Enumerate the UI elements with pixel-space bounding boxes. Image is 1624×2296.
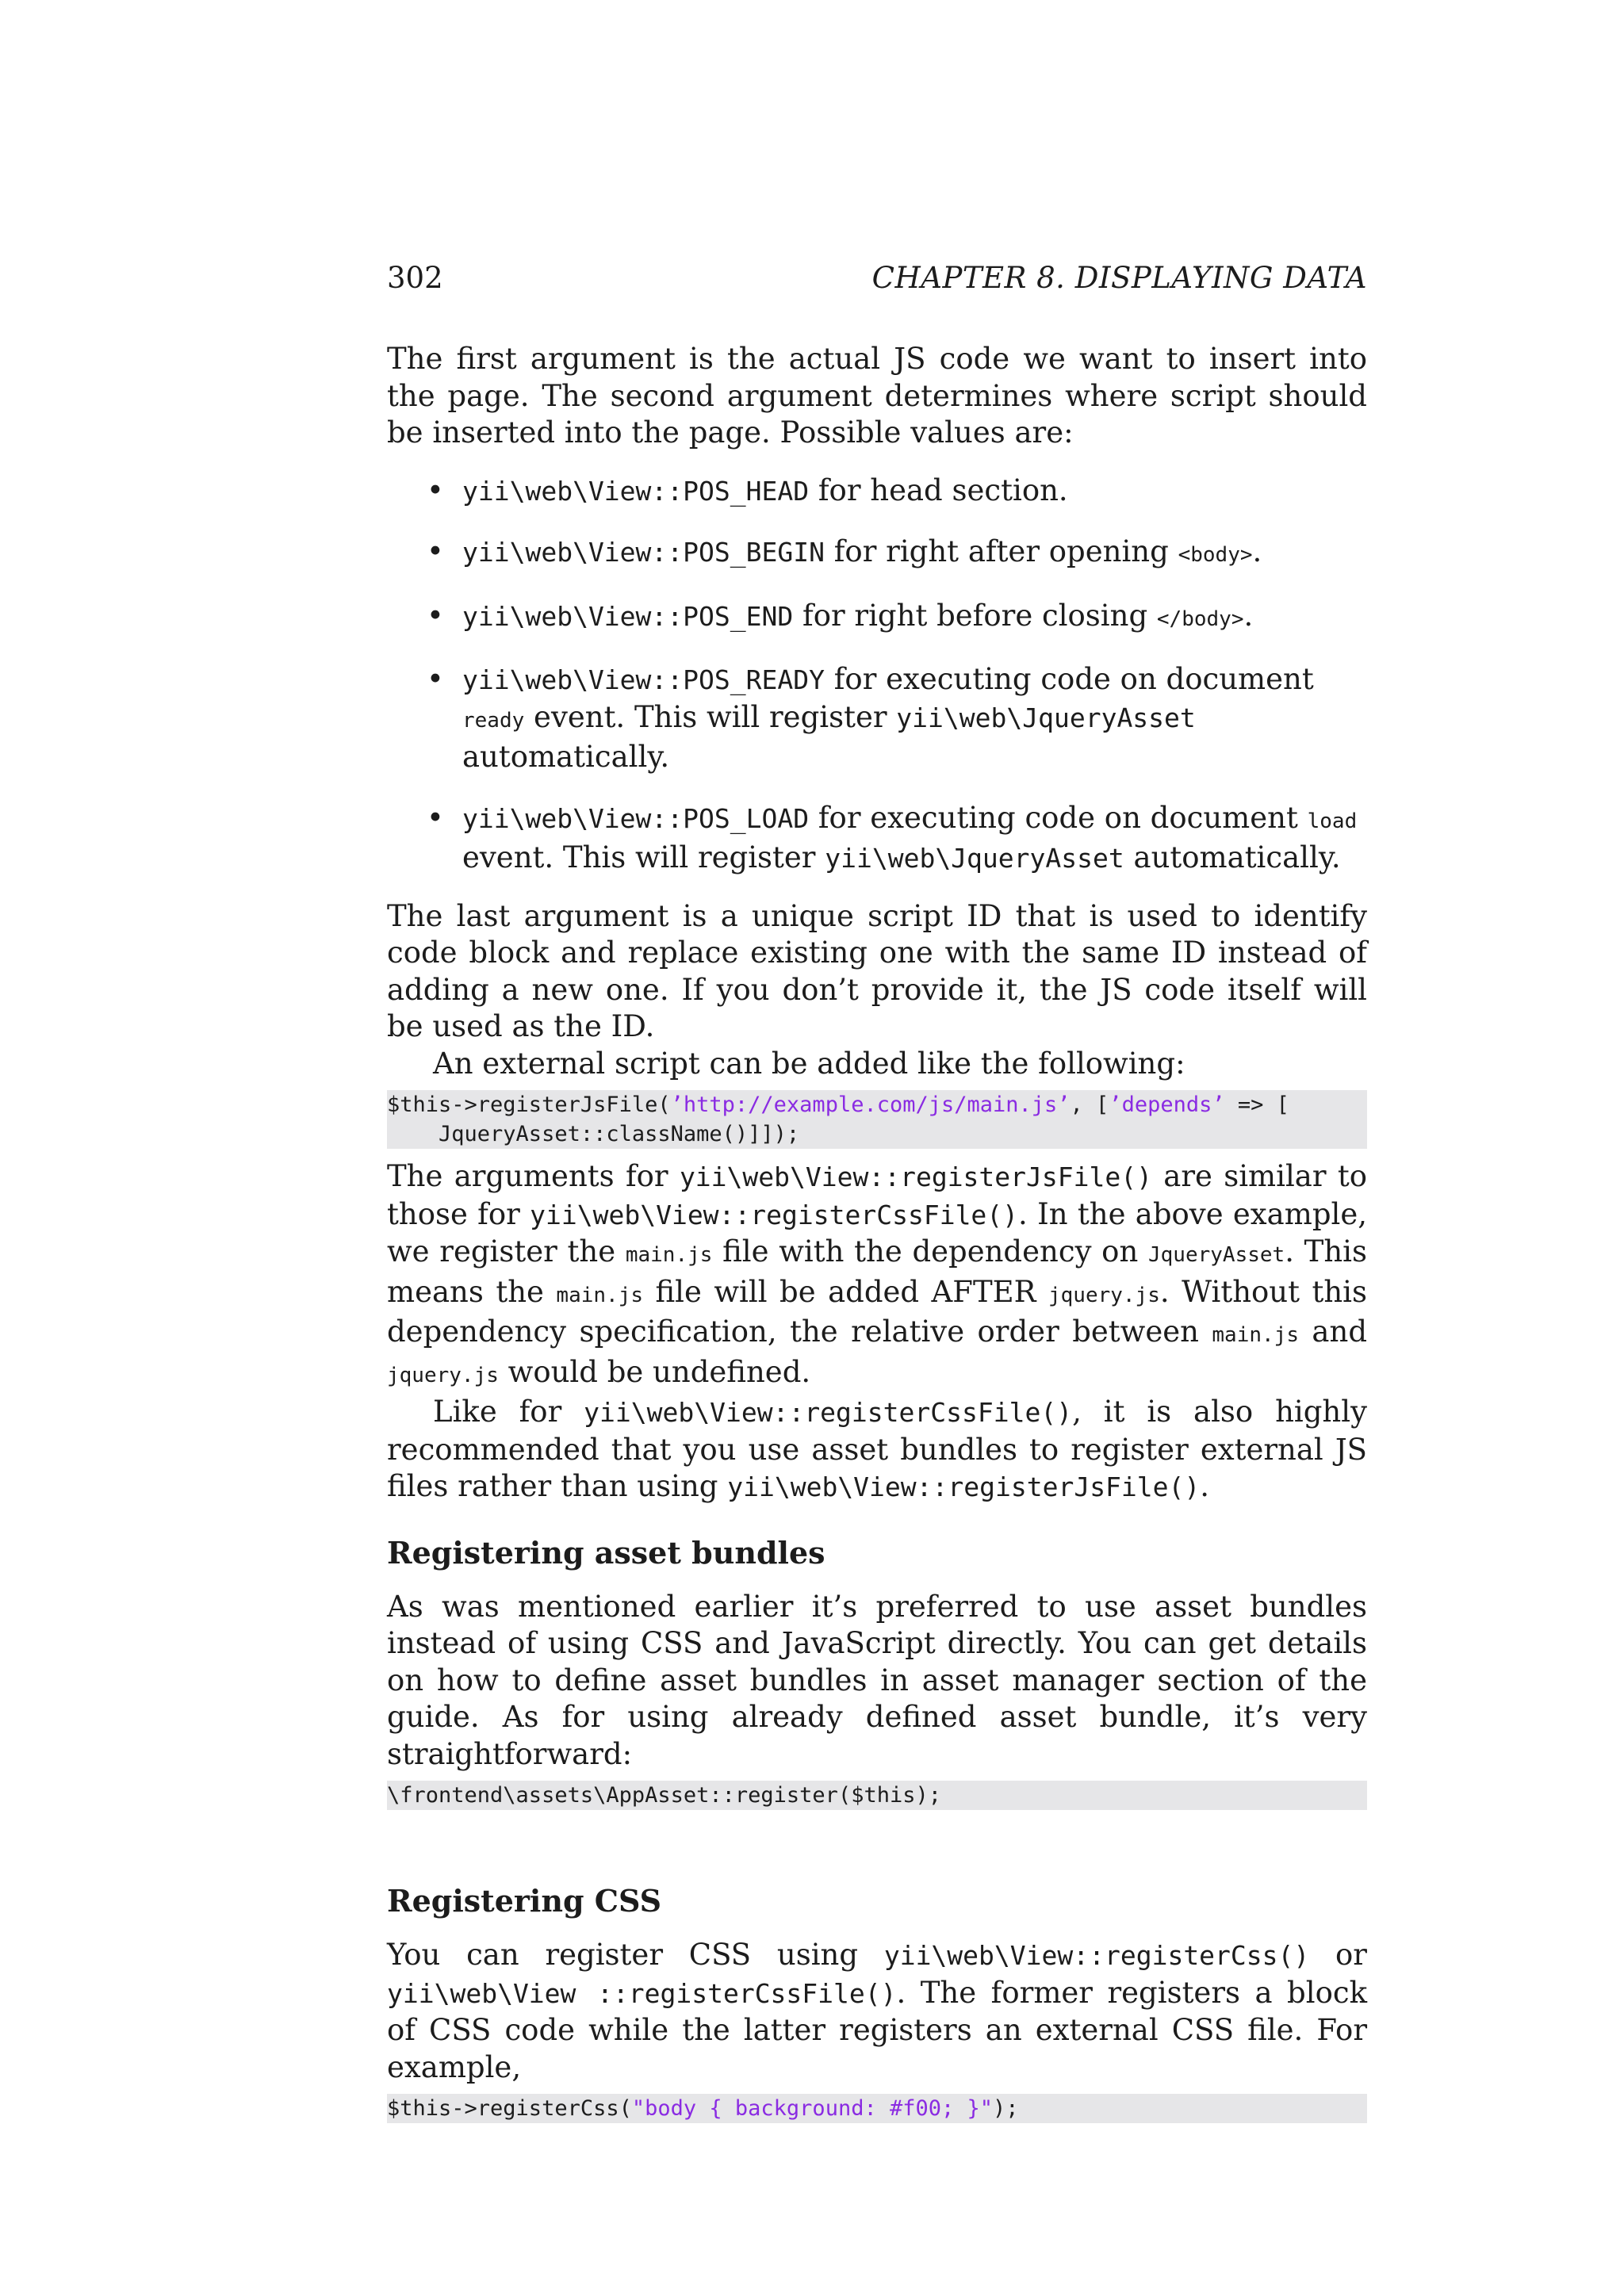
bullet-icon: • — [427, 800, 444, 835]
bullet-icon: • — [427, 473, 444, 507]
paragraph-asset-bundles: As was mentioned earlier it’s preferred to use asset bundles instead of using CSS and JavaScript directly. You can get details on how to define asset bundles in asset manager section of the guide. As for using already defined asset bundle, it’s very straightforward: — [387, 1589, 1367, 1771]
list-item-text: . — [1252, 534, 1262, 568]
list-item-text: for head section. — [809, 473, 1068, 507]
inline-code: yii\web\View::POS_BEGIN — [462, 537, 825, 568]
inline-code: ready — [462, 708, 525, 733]
paragraph-intro: The first argument is the actual JS code we want to insert into the page. The second argument determines where script should be inserted into the page. Possible values are: — [387, 342, 1367, 450]
text: . This means the — [387, 1234, 1367, 1309]
spacer — [387, 1820, 1367, 1854]
inline-code: jquery.js — [1048, 1283, 1160, 1307]
text: Like for — [433, 1395, 584, 1429]
inline-code: <body> — [1178, 543, 1253, 567]
inline-code: main.js — [625, 1243, 713, 1267]
inline-code: yii\web\View::registerJsFile() — [727, 1471, 1201, 1502]
inline-code: jquery.js — [387, 1363, 499, 1387]
code-text: JqueryAsset::className()]]); — [387, 1122, 800, 1146]
paragraph-recommendation — [387, 1394, 1367, 1506]
paragraph-arguments — [387, 1158, 1367, 1394]
section-heading-asset-bundles: Registering asset bundles — [387, 1534, 825, 1571]
list-item — [387, 473, 1367, 511]
code-string: "body { background: #f00; }" — [631, 2096, 994, 2121]
position-list — [387, 473, 1367, 878]
inline-code: JqueryAsset — [1148, 1243, 1285, 1267]
page-number: 302 — [387, 261, 443, 295]
inline-code: yii\web\View::POS_END — [462, 600, 794, 632]
text: You can register CSS using — [387, 1938, 884, 1972]
code-block-register-css — [387, 2094, 1367, 2123]
inline-code: yii\web\JqueryAsset — [896, 702, 1196, 733]
inline-code: yii\web\View::registerCssFile() — [530, 1199, 1019, 1230]
code-text: ); — [993, 2096, 1019, 2121]
code-block-asset-register: \frontend\assets\AppAsset::register($this); — [387, 1781, 1367, 1810]
inline-code: main.js — [556, 1283, 643, 1307]
bullet-icon: • — [427, 598, 444, 633]
text: . The former registers a block of CSS code while the latter registers an external CSS file. For example, — [387, 1975, 1367, 2084]
inline-code: yii\web\JqueryAsset — [825, 843, 1124, 874]
text: , it is also highly recommended that you use asset bundles to register external JS files rather than using — [387, 1395, 1367, 1503]
code-text: $this->registerJsFile( — [387, 1093, 671, 1117]
text: or — [1309, 1938, 1367, 1972]
code-string: ’depends’ — [1109, 1093, 1225, 1117]
text: . In the above example, we register the — [387, 1196, 1367, 1269]
inline-code: yii\web\View::POS_READY — [462, 664, 825, 695]
page-header — [387, 258, 1367, 298]
list-item-text: for executing code on document — [824, 662, 1314, 696]
body-text — [387, 341, 1367, 2133]
list-item — [387, 598, 1367, 638]
inline-code: yii\web\View ::registerCssFile() — [387, 1977, 897, 2009]
text: and — [1298, 1314, 1368, 1349]
inline-code: main.js — [1212, 1323, 1299, 1347]
code-string: ’http://example.com/js/main.js’ — [670, 1093, 1071, 1117]
text: The arguments for — [387, 1159, 680, 1193]
text: are similar to those for — [387, 1159, 1368, 1231]
text: file with the dependency on — [712, 1234, 1148, 1269]
list-item-text: for right before closing — [793, 598, 1157, 633]
code-block-register-js-file — [387, 1090, 1367, 1149]
text: . Without this dependency specification, the relative order between — [387, 1274, 1367, 1349]
paragraph-external-script: An external script can be added like the following: — [433, 1046, 1185, 1081]
list-item-text: automatically. — [462, 740, 670, 774]
list-item — [387, 661, 1367, 776]
inline-code: yii\web\View::registerJsFile() — [679, 1161, 1152, 1192]
section-heading-css: Registering CSS — [387, 1883, 662, 1919]
list-item — [387, 534, 1367, 574]
bullet-icon: • — [427, 662, 444, 696]
list-item-text: event. This will register — [462, 840, 825, 874]
list-item-text: event. This will register — [524, 699, 897, 734]
inline-code: yii\web\View::POS_HEAD — [462, 475, 810, 507]
inline-code: yii\web\View::registerCssFile() — [584, 1397, 1073, 1428]
code-text: => [ — [1224, 1093, 1289, 1117]
code-text: , [ — [1070, 1093, 1109, 1117]
paragraph-script-id: The last argument is a unique script ID that is used to identify code block and replace existing one with the same ID instead of adding a new one. If you don’t provide it, the JS code itself will be used as the ID. — [387, 898, 1367, 1043]
list-item-text: . — [1243, 598, 1254, 633]
text: file will be added AFTER — [643, 1274, 1048, 1309]
running-title: CHAPTER 8. DISPLAYING DATA — [871, 261, 1367, 295]
bullet-icon: • — [427, 534, 444, 568]
list-item-text: for executing code on document — [809, 800, 1308, 835]
inline-code: </body> — [1156, 607, 1244, 631]
text: . — [1200, 1469, 1210, 1503]
text: would be undefined. — [498, 1354, 811, 1389]
list-item-text: for right after opening — [824, 534, 1178, 568]
inline-code: yii\web\View::POS_LOAD — [462, 802, 810, 834]
code-text: $this->registerCss( — [387, 2096, 632, 2121]
list-item-text: automatically. — [1124, 840, 1341, 874]
paragraph-register-css — [387, 1937, 1367, 2086]
inline-code: load — [1307, 809, 1358, 833]
inline-code: yii\web\View::registerCss() — [883, 1940, 1310, 1971]
list-item — [387, 800, 1367, 878]
